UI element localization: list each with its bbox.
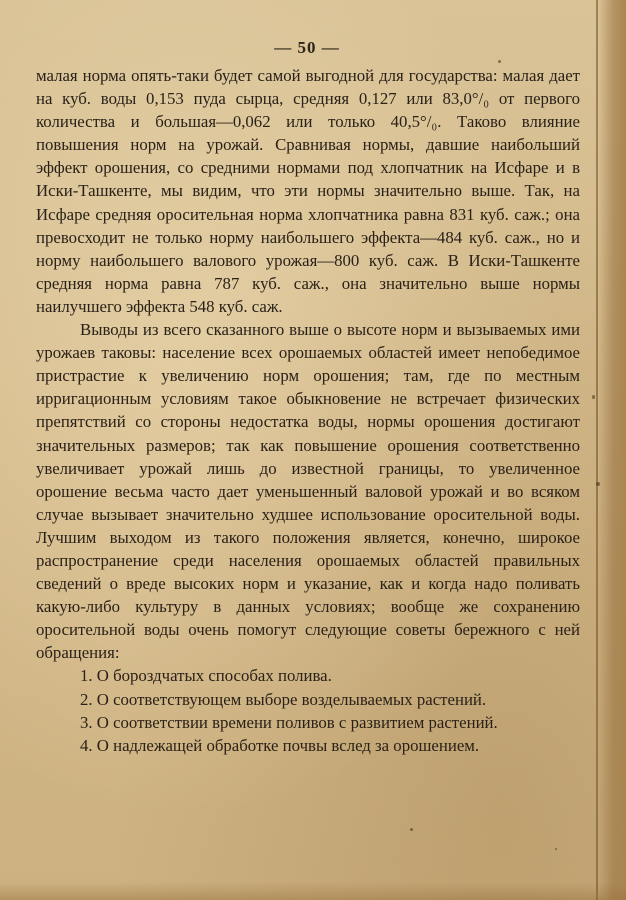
page-fold-line bbox=[596, 0, 598, 900]
paper-speck bbox=[498, 60, 501, 63]
list-item: 3. О соответствии времени поливов с развитием растений. bbox=[80, 712, 498, 732]
list-item: 1. О бороздчатых способах полива. bbox=[80, 666, 332, 686]
paper-speck bbox=[410, 828, 413, 831]
paragraph-conclusions: Выводы из всего сказанного выше о высоте норм и вызываемых ими урожаев таковы: население всех орошаемых областей имеет непобедимое пристрастие к увеличению норм орошения; там, где по местным ирригационным условиям такое обыкновение не встречает физических препятствий со стороны недостатка воды, нормы орошения достигают значительных размеров; так как повышение орошения соответственно увеличивает урожай лишь до известной границы, то увеличенное орошение весьма часто дает уменьшенный валовой урожай и во всяком случае вызывает значительно худшее использование оросительной воды. Лучшим выходом из такого положения является, конечно, широкое распространение среди населения орошаемых областей правильных сведений о вреде высоких норм и указание, как и когда надо поливать какую-либо культуру в данных условиях; вообще же сохранению оросительной воды очень помогут следующие советы бережного с ней обращения: bbox=[36, 320, 580, 663]
page-bottom-edge-shadow bbox=[0, 882, 626, 900]
page-right-edge-shadow bbox=[598, 0, 626, 900]
advice-list bbox=[36, 664, 580, 756]
page-number: — 50 — bbox=[274, 38, 340, 57]
paragraph-continued: малая норма опять-таки будет самой выгодной для государства: малая дает на куб. воды 0,153 пуда сырца, средняя 0,127 или 83,0°/₀ от первого количества и большая—0,062 или только 40,5°/₀. Таково влияние повышения норм на урожай. Сравнивая нормы, давшие наибольший эффект орошения, со средними нормами под хлопчатник на Исфаре и в Иски-Ташкенте, мы видим, что эти нормы значительно выше. Так, на Исфаре средняя оросительная норма хлопчатника равна 831 куб. саж.; она превосходит не только норму наибольшего эффекта—484 куб. саж., но и норму наибольшего валового урожая—800 куб. саж. В Иски-Ташкенте средняя норма равна 787 куб. саж., она значительно выше нормы наилучшего эффекта 548 куб. саж. bbox=[36, 66, 580, 316]
main-text bbox=[36, 64, 580, 757]
paper-speck bbox=[596, 482, 600, 486]
list-item: 4. О надлежащей обработке почвы вслед за орошением. bbox=[80, 735, 480, 755]
paper-speck bbox=[555, 848, 557, 850]
list-item: 2. О соответствующем выборе возделываемых растений. bbox=[80, 689, 487, 709]
paper-speck bbox=[592, 395, 595, 399]
